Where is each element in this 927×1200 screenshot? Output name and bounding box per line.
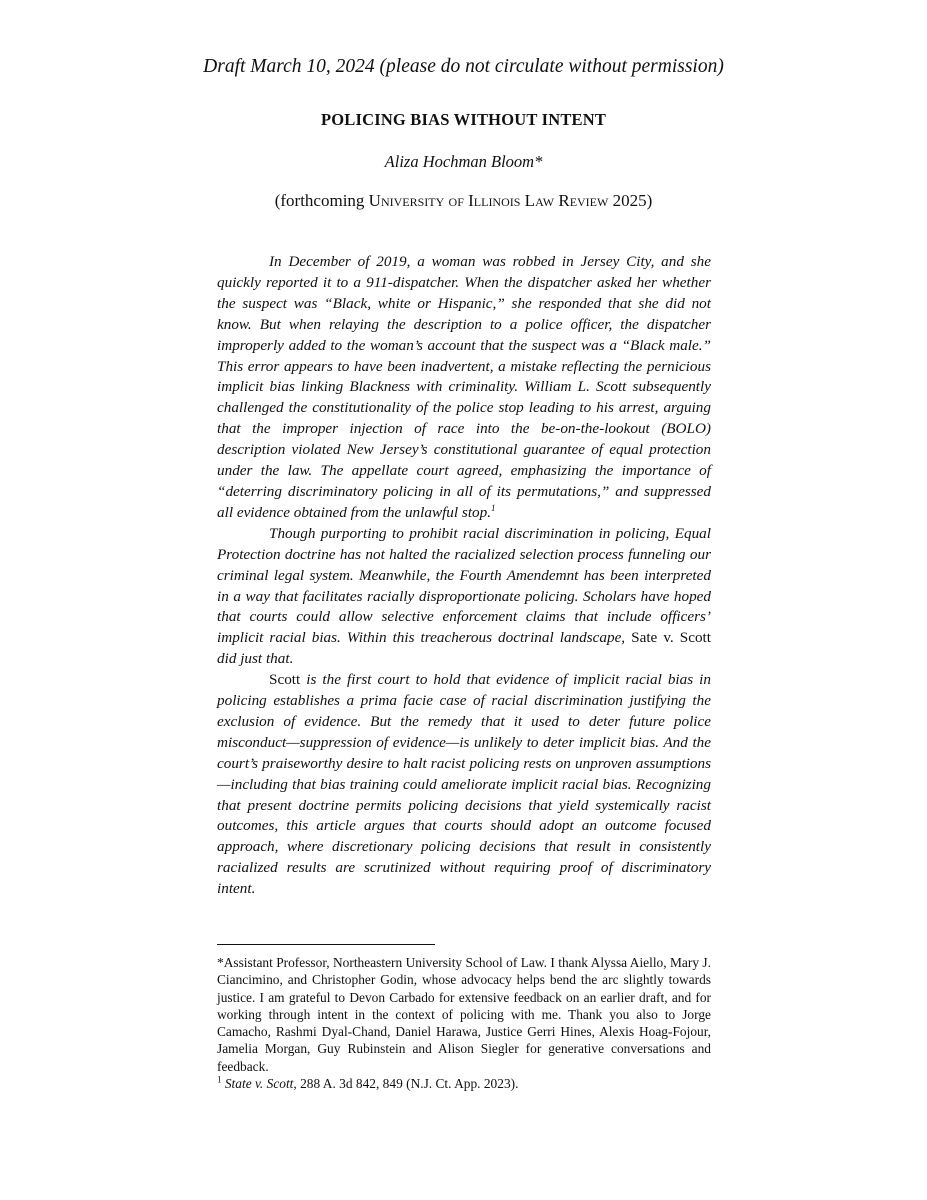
abstract-paragraph-2 [217,524,711,670]
abstract-paragraph-3 [217,670,711,900]
abstract-paragraph-2-text: Though purporting to prohibit racial discrimination in policing, Equal Protection doctrine has not halted the racialized selection process funneling our criminal legal system. Meanwhile, the Fourth Amendemnt has been interpreted in a way that facilitates racially disproportionate policing. Scholars have hoped that courts could allow selective enforcement claims that include officers’ implicit racial bias. Within this treacherous doctrinal landscape, [217,524,711,647]
case-name-sate-v-scott: Sate v. Scott [631,629,711,647]
footnote-1-citation: , 288 A. 3d 842, 849 (N.J. Ct. App. 2023). [293,1076,519,1092]
abstract-paragraph-2-end: did just that. [217,650,294,668]
draft-notice: Draft March 10, 2024 (please do not circulate without permission) [203,56,724,77]
abstract-paragraph-1 [217,252,711,524]
footnote-separator [217,944,435,945]
abstract-paragraph-1-text: In December of 2019, a woman was robbed in Jersey City, and she quickly reported it to a 911-dispatcher. When the dispatcher asked her whether the suspect was “Black, white or Hispanic,” she responded that she did not know. But when relaying the description to a police officer, the dispatcher improperly added to the woman’s account that the suspect was a “Black male.” This error appears to have been inadvertent, a mistake reflecting the pernicious implicit bias linking Blackness with criminality. William L. Scott subsequently challenged the constitutionality of the police stop leading to his arrest, arguing that the improper injection of race into the be-on-the-lookout (BOLO) description violated New Jersey’s constitutional guarantee of equal protection under the law. The appellate court agreed, emphasizing the importance of “deterring discriminatory policing in all of its permutations,” and suppressed all evidence obtained from the unlawful stop. [217,253,711,521]
footnotes [217,954,711,1092]
publication-note [0,190,927,212]
publication-note-open: (forthcoming [274,191,369,210]
footnote-1-number: 1 [217,1074,222,1085]
abstract [217,252,711,900]
footnote-star: *Assistant Professor, Northeastern University School of Law. I thank Alyssa Aiello, Mary J. Ciancimino, and Christopher Godin, whose advocacy helps bend the arc slightly towards justice. I am grateful to Devon Carbado for extensive feedback on an earlier draft, and for working through intent in the context of policing with me. Thank you also to Jorge Camacho, Rashmi Dyal-Chand, Daniel Harawa, Justice Gerri Hines, Alexis Hoag-Fojour, Jamelia Morgan, Guy Rubinstein and Alison Siegler for generative conversations and feedback. [217,955,711,1074]
paper-title: POLICING BIAS WITHOUT INTENT [320,110,607,129]
publication-note-close: 2025) [608,191,653,210]
case-name-scott: Scott [269,671,301,689]
footnote-1 [217,1075,711,1092]
journal-name: University of Illinois Law Review [368,191,609,210]
abstract-paragraph-3-text: is the first court to hold that evidence of implicit racial bias in policing establishes a prima facie case of racial discrimination justifying the exclusion of evidence. But the remedy that it used to deter future police misconduct—suppression of evidence—is unlikely to deter implicit bias. And the court’s praiseworthy desire to halt racist policing rests on unproven assumptions—including that bias training could ameliorate implicit racial bias. Recognizing that present doctrine permits policing decisions that yield systemically racist outcomes, this article argues that courts should adopt an outcome focused approach, where discretionary policing decisions that result in consistently racialized results are scrutinized without requiring proof of discriminatory intent. [217,671,711,898]
author-name: Aliza Hochman Bloom* [384,152,543,171]
footnote-1-case: State v. Scott [224,1076,294,1092]
footnote-ref-1: 1 [491,502,496,513]
